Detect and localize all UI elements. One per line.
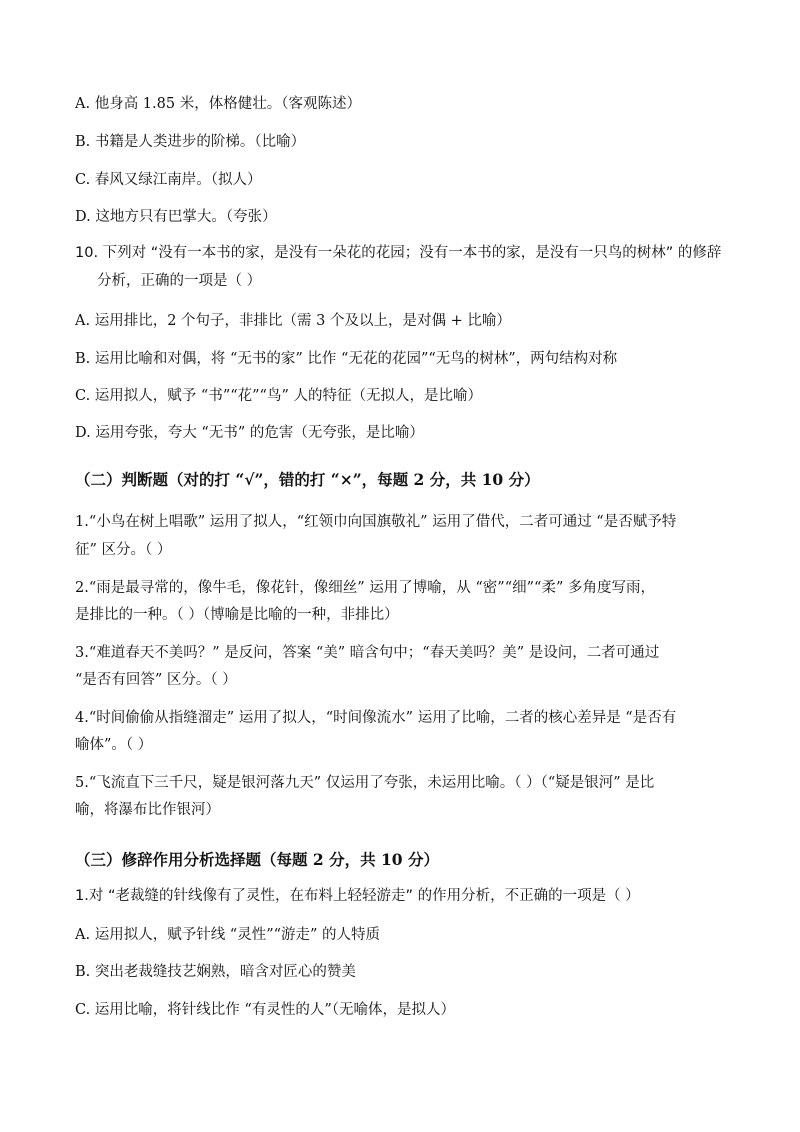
section3-title: （三）修辞作用分析选择题（每题 2 分，共 10 分） bbox=[75, 850, 439, 869]
judge-item-3-line2: “是否有回答” 区分。（ ） bbox=[75, 672, 237, 688]
q10-stem-line1: 10. 下列对 “没有一本书的家，是没有一朵花的花园；没有一本书的家，是没有一只鸟的树林” 的修辞 bbox=[75, 245, 722, 261]
judge-item-4-line1: 4.“时间偷偷从指缝溜走” 运用了拟人，“时间像流水” 运用了比喻，二者的核心差异是 “是否有 bbox=[75, 710, 677, 726]
judge-item-5-line2: 喻，将瀑布比作银河） bbox=[75, 802, 220, 818]
s3-q1-option-a: A. 运用拟人，赋予针线 “灵性”“游走” 的人特质 bbox=[75, 927, 381, 943]
judge-item-5-line1: 5.“飞流直下三千尺，疑是银河落九天” 仅运用了夸张，未运用比喻。（ ）（“疑是银河” 是比 bbox=[75, 775, 655, 791]
q10-stem-line2: 分析，正确的一项是（ ） bbox=[97, 273, 262, 289]
s3-q1-option-c: C. 运用比喻，将针线比作 “有灵性的人”（无喻体，是拟人） bbox=[75, 1002, 455, 1018]
section2-title: （二）判断题（对的打 “√”，错的打 “×”，每题 2 分，共 10 分） bbox=[75, 470, 540, 489]
s3-q1-option-b: B. 突出老裁缝技艺娴熟，暗含对匠心的赞美 bbox=[75, 964, 356, 980]
judge-item-1-line2: 征” 区分。（ ） bbox=[75, 542, 172, 558]
s3-q1-stem: 1.对 “老裁缝的针线像有了灵性，在布料上轻轻游走” 的作用分析，不正确的一项是（ ） bbox=[75, 888, 640, 904]
q9-option-a: A. 他身高 1.85 米，体格健壮。（客观陈述） bbox=[75, 96, 361, 112]
q10-option-d: D. 运用夸张，夸大 “无书” 的危害（无夸张，是比喻） bbox=[75, 425, 424, 441]
judge-item-3-line1: 3.“难道春天不美吗？” 是反问，答案 “美” 暗含句中；“春天美吗？美” 是设问，二者可通过 bbox=[75, 645, 660, 661]
q10-option-a: A. 运用排比，2 个句子，非排比（需 3 个及以上，是对偶 + 比喻） bbox=[75, 313, 511, 329]
judge-item-1-line1: 1.“小鸟在树上唱歌” 运用了拟人，“红领巾向国旗敬礼” 运用了借代，二者可通过 “是否赋予特 bbox=[75, 514, 677, 530]
judge-item-2-line2: 是排比的一种。（ ）（博喻是比喻的一种，非排比） bbox=[75, 607, 399, 623]
judge-item-4-line2: 喻体”。（ ） bbox=[75, 737, 153, 753]
judge-item-2-line1: 2.“雨是最寻常的，像牛毛，像花针，像细丝” 运用了博喻，从 “密”“细”“柔” 多角度写雨， bbox=[75, 580, 655, 596]
q10-option-b: B. 运用比喻和对偶，将 “无书的家” 比作 “无花的花园”“无鸟的树林”，两句结构对称 bbox=[75, 351, 618, 367]
q10-option-c: C. 运用拟人，赋予 “书”“花”“鸟” 人的特征（无拟人，是比喻） bbox=[75, 388, 482, 404]
q9-option-b: B. 书籍是人类进步的阶梯。（比喻） bbox=[75, 134, 306, 150]
q9-option-d: D. 这地方只有巴掌大。（夸张） bbox=[75, 209, 277, 225]
q9-option-c: C. 春风又绿江南岸。（拟人） bbox=[75, 172, 262, 188]
